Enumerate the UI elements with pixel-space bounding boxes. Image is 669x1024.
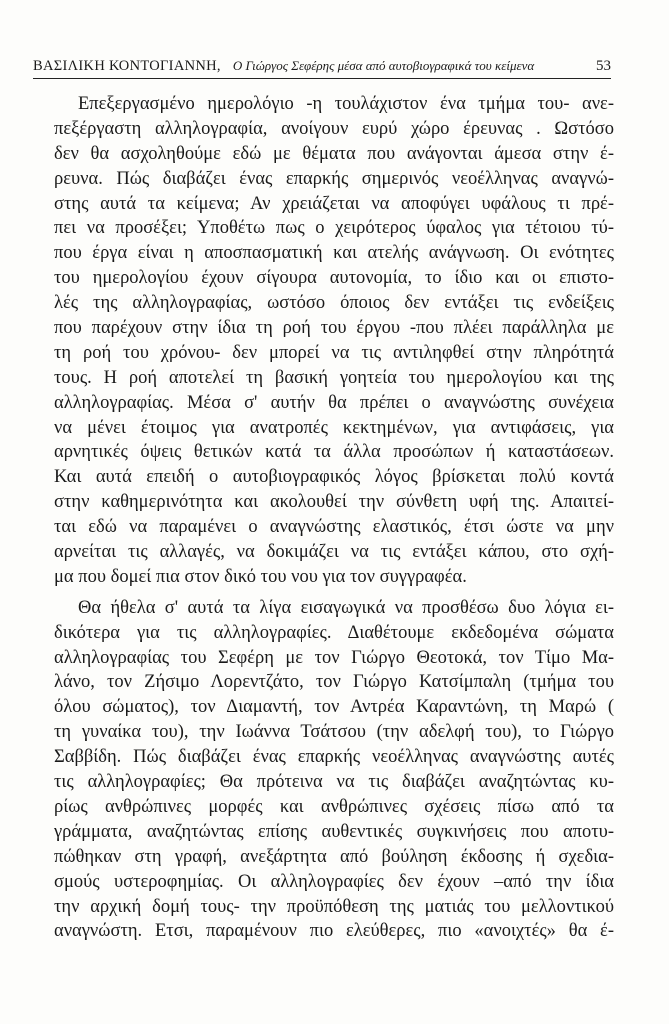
text-line: ρευνα. Πώς διαβάζει ένας επαρκής σημερινός νεοέλληνας αναγνώ- [54, 168, 614, 189]
text-line: λάνο, τον Ζήσιμο Λορεντζάτο, τον Γιώργο Κατσίμπαλη (τμήμα του [54, 672, 614, 693]
text-line: γράμματα, αναζητώντας επίσης αυθεντικές συγκινήσεις που αποτυ- [54, 821, 614, 842]
text-line: που παρέχουν στην ίδια τη ροή του έργου -που πλέει παράλληλα με [54, 318, 614, 339]
running-header [33, 58, 611, 75]
header-author: ΒΑΣΙΛΙΚΗ ΚΟΝΤΟΓΙΑΝΝΗ, [33, 58, 221, 74]
page-number: 53 [596, 58, 611, 74]
text-line: δεν θα ασχοληθούμε εδώ με θέματα που ανάγονται άμεσα στην έ- [54, 143, 614, 164]
text-line: την αρχική δομή τους- την προϋπόθεση της ματιάς του μελλοντικού [54, 896, 614, 917]
text-line: στης αυτά τα κείμενα; Αν χρειάζεται να αποφύγει υφάλους τι πρέ- [54, 193, 614, 214]
text-line: αρνητικές όψεις θετικών κατά τα άλλα προσώπων ή καταστάσεων. [54, 442, 614, 463]
text-line: μα που δομεί πια στον δικό του νου για τον συγγραφέα. [54, 566, 467, 587]
text-line: του ημερολογίου έχουν σίγουρα αυτονομία, το ίδιο και οι επιστο- [54, 268, 614, 289]
text-line: αναγνώστη. Ετσι, παραμένουν πιο ελεύθερες, πιο «ανοιχτές» θα έ- [54, 921, 614, 942]
text-line: πεξέργαστη αλληλογραφία, ανοίγουν ευρύ χώρο έρευνας . Ωστόσο [54, 118, 614, 139]
text-line: λές της αλληλογραφίας, ωστόσο όποιος δεν εντάξει τις ενδείξεις [54, 293, 614, 314]
text-line: στην καθημερινότητα και ακολουθεί την σύνθετη υφή της. Απαιτεί- [54, 492, 614, 513]
text-line: ρίως ανθρώπινες μορφές και ανθρώπινες σχέσεις πίσω από τα [54, 796, 614, 817]
paragraph [54, 596, 614, 944]
text-line: Σαββίδη. Πώς διαβάζει ένας επαρκής νεοέλληνας αναγνώστης αυτές [54, 747, 614, 768]
text-line: Επεξεργασμένο ημερολόγιο -η τουλάχιστον ένα τμήμα του- ανε- [78, 94, 614, 114]
text-line: αλληλογραφίας. Μέσα σ' αυτήν θα πρέπει ο αναγνώστης συνέχεια [54, 392, 614, 413]
text-line: πώθηκαν στη γραφή, ανεξάρτητα από βούληση έκδοσης ή σχεδια- [54, 846, 614, 867]
paragraph [54, 92, 614, 590]
text-line: Θα ήθελα σ' αυτά τα λίγα εισαγωγικά να προσθέσω δυο λόγια ει- [78, 597, 614, 618]
text-line: να μένει έτοιμος για ανατροπές κεκτημένων, για αντιφάσεις, για [54, 417, 614, 438]
text-line: σμούς υστεροφημίας. Οι αλληλογραφίες δεν έχουν –από την ίδια [54, 871, 614, 892]
text-line: πει να προσέξει; Υποθέτω πως ο χειρότερος ύφαλος για τέτοιου τύ- [54, 218, 614, 239]
text-line: που έργα είναι η αποσπασματική και ατελής ανάγνωση. Οι ενότητες [54, 243, 614, 264]
text-line: τη ροή του χρόνου- δεν μπορεί να τις αντιληφθεί στην πληρότητά [54, 342, 614, 363]
header-rule [33, 78, 611, 79]
text-line: Και αυτά επειδή ο αυτοβιογραφικός λόγος βρίσκεται πολύ κοντά [54, 467, 614, 488]
text-line: ται εδώ να παραμένει ο αναγνώστης ελαστικός, έτσι ώστε να μην [54, 517, 614, 538]
text-line: όλου σώματος), τον Διαμαντή, τον Αντρέα Καραντώνη, τη Μαρώ ( [54, 697, 614, 718]
text-line: αλληλογραφίας του Σεφέρη με τον Γιώργο Θεοτοκά, τον Τίμο Μα- [54, 647, 614, 668]
text-line: τη γυναίκα του), την Ιωάννα Τσάτσου (την αδελφή του), το Γιώργο [54, 722, 614, 743]
text-line: δικότερα για τις αλληλογραφίες. Διαθέτουμε εκδεδομένα σώματα [54, 622, 614, 643]
text-line: αρνείται τις αλλαγές, να δοκιμάζει να τις εντάξει κάπου, στο σχή- [54, 542, 614, 563]
body-text [54, 92, 614, 944]
text-line: τους. Η ροή αποτελεί τη βασική γοητεία του ημερολογίου και της [54, 367, 614, 388]
text-line: τις αλληλογραφίες; Θα πρότεινα να τις διαβάζει αναζητώντας κυ- [54, 772, 614, 793]
header-title: Ο Γιώργος Σεφέρης μέσα από αυτοβιογραφικά του κείμενα [232, 58, 535, 73]
